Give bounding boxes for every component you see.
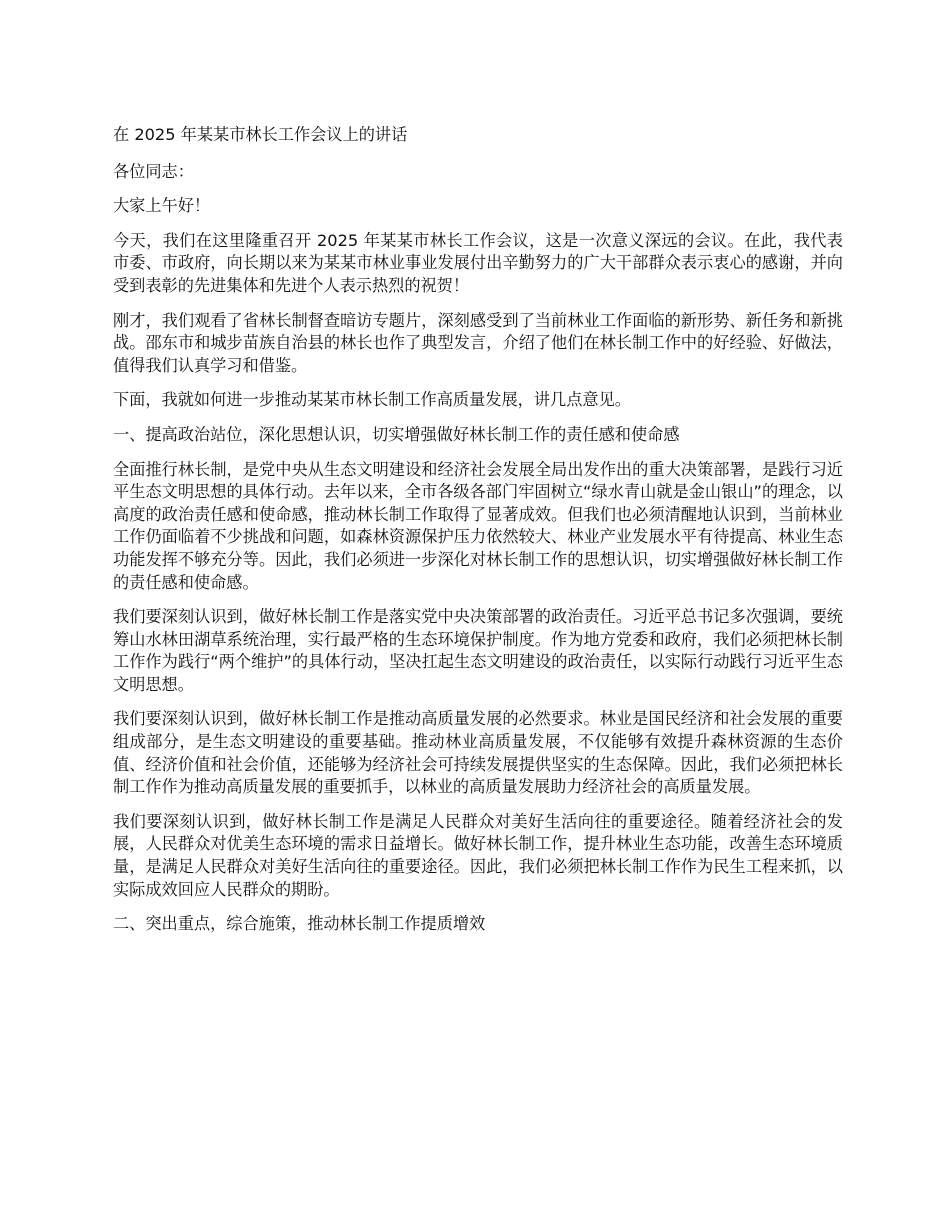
body-paragraph: 我们要深刻认识到，做好林长制工作是满足人民群众对美好生活向往的重要途径。随着经济社会的发展，人民群众对优美生态环境的需求日益增长。做好林长制工作，提升林业生态功能，改善生态环境质量，是满足人民群众对美好生活向往的重要途径。因此，我们必须把林长制工作作为民生工程来抓，以实际成效回应人民群众的期盼。 (113, 811, 843, 899)
body-paragraph: 我们要深刻认识到，做好林长制工作是推动高质量发展的必然要求。林业是国民经济和社会发展的重要组成部分，是生态文明建设的重要基础。推动林业高质量发展，不仅能够有效提升森林资源的生态价值、经济价值和社会价值，还能够为经济社会可持续发展提供坚实的生态保障。因此，我们必须把林长制工作作为推动高质量发展的重要抓手，以林业的高质量发展助力经济社会的高质量发展。 (113, 709, 843, 797)
document-page (113, 124, 843, 948)
greeting: 大家上午好！ (113, 196, 211, 216)
salutation: 各位同志： (113, 161, 194, 181)
intro-paragraph: 下面，我就如何进一步推动某某市林长制工作高质量发展，讲几点意见。 (113, 390, 631, 410)
section-heading: 二、突出重点，综合施策，推动林长制工作提质增效 (113, 914, 486, 934)
intro-paragraph: 今天，我们在这里隆重召开 2025 年某某市林长工作会议，这是一次意义深远的会议。在此，我代表市委、市政府，向长期以来为某某市林业事业发展付出辛勤努力的广大干部群众表示衷心的感谢，并向受到表彰的先进集体和先进个人表示热烈的祝贺！ (113, 230, 843, 295)
document-title: 在 2025 年某某市林长工作会议上的讲话 (113, 125, 408, 144)
body-paragraph: 我们要深刻认识到，做好林长制工作是落实党中央决策部署的政治责任。习近平总书记多次强调，要统筹山水林田湖草系统治理，实行最严格的生态环境保护制度。作为地方党委和政府，我们必须把林长制工作作为践行“两个维护”的具体行动，坚决扛起生态文明建设的政治责任，以实际行动践行习近平生态文明思想。 (113, 607, 843, 694)
section-heading: 一、提高政治站位，深化思想认识，切实增强做好林长制工作的责任感和使命感 (113, 424, 680, 444)
intro-paragraph: 刚才，我们观看了省林长制督查暗访专题片，深刻感受到了当前林业工作面临的新形势、新任务和新挑战。邵东市和城步苗族自治县的林长也作了典型发言，介绍了他们在林长制工作中的好经验、好做法，值得我们认真学习和借鉴。 (113, 310, 843, 375)
body-paragraph: 全面推行林长制，是党中央从生态文明建设和经济社会发展全局出发作出的重大决策部署，是践行习近平生态文明思想的具体行动。去年以来，全市各级各部门牢固树立“绿水青山就是金山银山”的理念，以高度的政治责任感和使命感，推动林长制工作取得了显著成效。但我们也必须清醒地认识到，当前林业工作仍面临着不少挑战和问题，如森林资源保护压力依然较大、林业产业发展水平有待提高、林业生态功能发挥不够充分等。因此，我们必须进一步深化对林长制工作的思想认识，切实增强做好林长制工作的责任感和使命感。 (113, 459, 843, 592)
